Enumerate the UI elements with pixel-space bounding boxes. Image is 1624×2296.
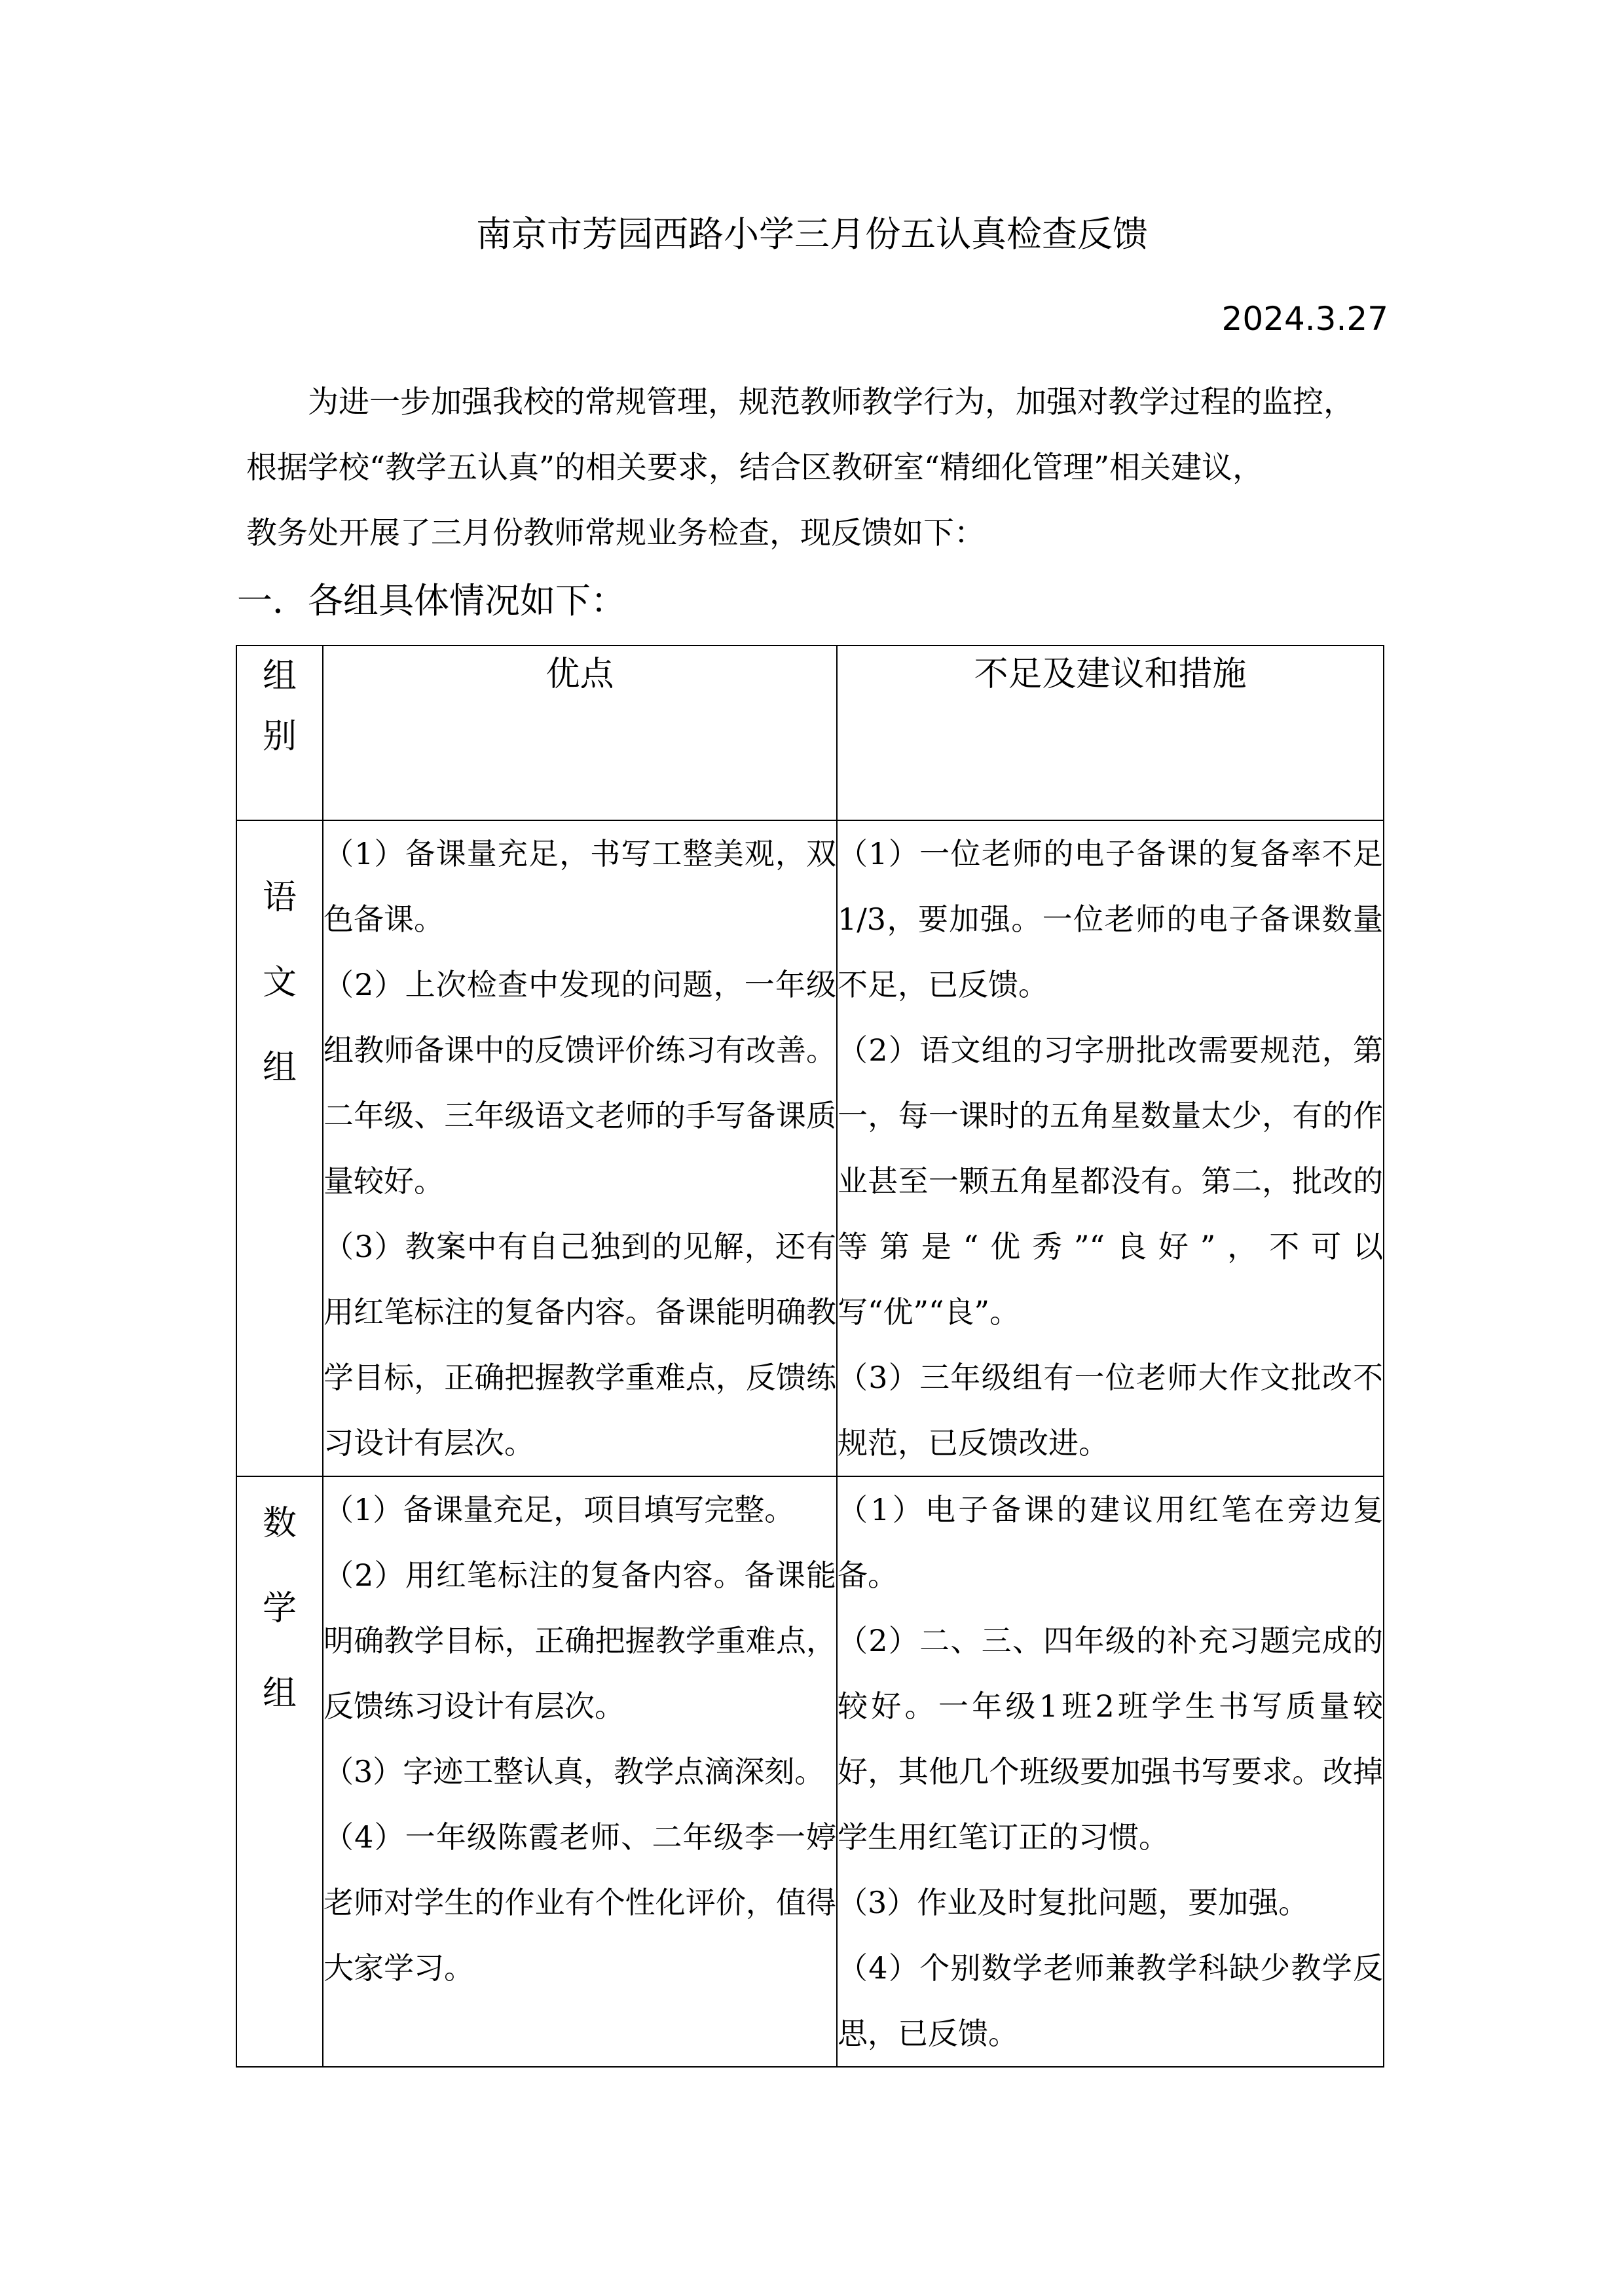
table-row [236,820,1384,1476]
group-cell [236,820,323,1476]
list-item: （2）二、三、四年级的补充习题完成的较好。一年级1班2班学生书写质量较好，其他几个班级要加强书写要求。改掉学生用红笔订正的习惯。 [838,1623,1383,1855]
header-advantages: 优点 [323,646,837,820]
intro-paragraph [246,370,1379,566]
group-char: 学 [262,1589,297,1628]
list-item: （3）三年级组有一位老师大作文批改不规范，已反馈改进。 [838,1360,1383,1461]
list-item: （1）备课量充足，项目填写完整。 [323,1492,795,1527]
table-header-row [236,646,1384,820]
list-item: （4）一年级陈霞老师、二年级李一婷老师对学生的作业有个性化评价，值得大家学习。 [323,1819,836,1986]
advantages-cell [323,1476,837,2067]
intro-line: 为进一步加强我校的常规管理，规范教师教学行为，加强对教学过程的监控， [308,384,1354,420]
header-group-char: 组 [262,657,297,696]
group-char: 文 [262,963,297,1002]
list-item: （2）上次检查中发现的问题，一年级组教师备课中的反馈评价练习有改善。二年级、三年级语文老师的手写备课质量较好。 [323,967,836,1199]
list-item: （2）用红笔标注的复备内容。备课能明确教学目标，正确把握教学重难点，反馈练习设计有层次。 [323,1558,836,1724]
document-date: 2024.3.27 [1221,300,1388,338]
header-group [236,646,323,820]
group-char: 组 [262,1674,297,1713]
intro-line: 根据学校“教学五认真”的相关要求，结合区教研室“精细化管理”相关建议， [246,450,1264,486]
list-item: （1）电子备课的建议用红笔在旁边复备。 [838,1492,1383,1593]
group-char: 组 [262,1048,297,1087]
intro-line: 教务处开展了三月份教师常规业务检查，现反馈如下： [246,515,985,551]
list-item: （1）备课量充足，书写工整美观，双色备课。 [323,836,836,937]
shortcomings-cell [837,820,1384,1476]
group-cell [236,1476,323,2067]
table-row [236,1476,1384,2067]
section-heading: 一．各组具体情况如下： [237,580,626,621]
header-shortcomings: 不足及建议和措施 [837,646,1384,820]
group-char: 数 [262,1504,297,1543]
feedback-table [236,645,1384,2068]
list-item: （4）个别数学老师兼教学科缺少教学反思，已反馈。 [838,1950,1383,2051]
list-item: （1）一位老师的电子备课的复备率不足1/3，要加强。一位老师的电子备课数量不足，已反馈。 [838,836,1383,1002]
list-item: （3）字迹工整认真，教学点滴深刻。 [323,1754,825,1789]
list-item: （2）语文组的习字册批改需要规范，第一，每一课时的五角星数量太少，有的作业甚至一颗五角星都没有。第二，批改的等第是“优秀”“良好”，不可以写“优”“良”。 [838,1032,1383,1330]
list-item: （3）教案中有自己独到的见解，还有用红笔标注的复备内容。备课能明确教学目标，正确把握教学重难点，反馈练习设计有层次。 [323,1229,836,1461]
shortcomings-cell [837,1476,1384,2067]
group-char: 语 [262,878,297,917]
list-item: （3）作业及时复批问题，要加强。 [838,1885,1309,1920]
document-title: 南京市芳园西路小学三月份五认真检查反馈 [476,213,1148,255]
header-group-char: 别 [262,717,297,756]
advantages-cell [323,820,837,1476]
